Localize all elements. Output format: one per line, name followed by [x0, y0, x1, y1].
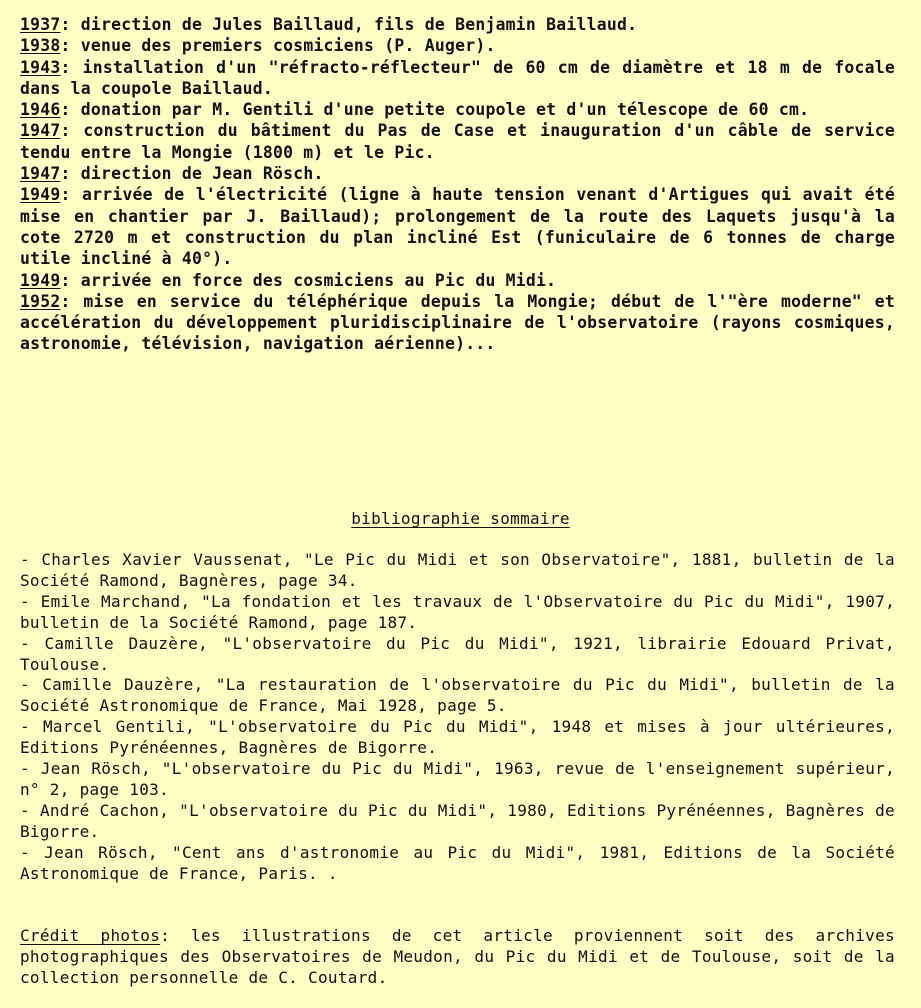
credits-label: Crédit photos: [20, 926, 161, 945]
entry-separator: :: [60, 270, 71, 290]
bibliography-item: - Marcel Gentili, "L'observatoire du Pic du Midi", 1948 et mises à jour ultérieures, Editions Pyrénéennes, Bagnères de Bigorre.: [20, 717, 895, 758]
bibliography-heading: [0, 509, 921, 529]
entry-separator: :: [60, 291, 71, 311]
bibliography-item: - Camille Dauzère, "La restauration de l'observatoire du Pic du Midi", bulletin de la Société Astronomique de France, Mai 1928, page 5.: [20, 675, 895, 716]
entry-text: venue des premiers cosmiciens (P. Auger).: [70, 36, 496, 56]
bibliography-item: - Jean Rösch, "L'observatoire du Pic du Midi", 1963, revue de l'enseignement supérieur, n° 2, page 103.: [20, 759, 895, 799]
chronology-entry: [20, 291, 895, 355]
bibliography-list: [20, 550, 895, 885]
chronology-entry: [20, 35, 895, 56]
bibliography-item: - Emile Marchand, "La fondation et les travaux de l'Observatoire du Pic du Midi", 1907, bulletin de la Société Ramond, page 187.: [20, 591, 895, 632]
chronology-entry: [20, 184, 895, 269]
chronology-section: [20, 14, 895, 355]
credits-separator: :: [160, 926, 171, 945]
entry-year: 1952: [20, 291, 61, 311]
chronology-entry: [20, 270, 895, 291]
entry-separator: :: [60, 185, 71, 205]
chronology-entry: [20, 163, 895, 184]
photo-credits: [20, 926, 895, 989]
entry-separator: :: [60, 15, 71, 34]
entry-separator: :: [60, 100, 71, 120]
entry-year: 1947: [20, 121, 61, 141]
entry-year: 1947: [20, 164, 61, 184]
entry-year: 1938: [20, 36, 61, 56]
entry-text: installation d'un "réfracto-réflecteur" de 60 cm de diamètre et 18 m de focale dans la coupole Baillaud.: [20, 57, 895, 98]
bibliography-item: - Jean Rösch, "Cent ans d'astronomie au Pic du Midi", 1981, Editions de la Société Astronomique de France, Paris. .: [20, 842, 895, 883]
bibliography-title: bibliographie sommaire: [351, 509, 570, 528]
entry-separator: :: [60, 57, 71, 77]
entry-text: direction de Jules Baillaud, fils de Benjamin Baillaud.: [70, 15, 638, 34]
entry-separator: :: [60, 121, 71, 141]
entry-text: direction de Jean Rösch.: [70, 164, 324, 184]
chronology-entry: [20, 14, 895, 35]
bibliography-item: - André Cachon, "L'observatoire du Pic du Midi", 1980, Editions Pyrénéennes, Bagnères de Bigorre.: [20, 800, 895, 841]
entry-year: 1937: [20, 15, 61, 34]
credits-text: les illustrations de cet article proviennent soit des archives photographiques des Observatoires de Meudon, du Pic du Midi et de Toulouse, soit de la collection personnelle de C. Coutard.: [20, 926, 895, 987]
chronology-entry: [20, 99, 895, 120]
entry-text: arrivée de l'électricité (ligne à haute tension venant d'Artigues qui avait été mise en chantier par J. Baillaud); prolongement de la route des Laquets jusqu'à la cote 2720 m et construction du plan incliné Est (funiculaire de 6 tonnes de charge utile incliné à 40°).: [20, 185, 895, 269]
entry-year: 1943: [20, 57, 61, 77]
chronology-entry: [20, 120, 895, 163]
entry-separator: :: [60, 164, 71, 184]
entry-separator: :: [60, 36, 71, 56]
bibliography-item: - Charles Xavier Vaussenat, "Le Pic du Midi et son Observatoire", 1881, bulletin de la Société Ramond, Bagnères, page 34.: [20, 550, 895, 590]
entry-year: 1949: [20, 185, 61, 205]
entry-text: donation par M. Gentili d'une petite coupole et d'un télescope de 60 cm.: [70, 100, 810, 120]
entry-year: 1946: [20, 100, 61, 120]
entry-text: construction du bâtiment du Pas de Case et inauguration d'un câble de service tendu entre la Mongie (1800 m) et le Pic.: [20, 121, 895, 162]
entry-year: 1949: [20, 270, 61, 290]
entry-text: mise en service du téléphérique depuis la Mongie; début de l'"ère moderne" et accélération du développement pluridisciplinaire de l'observatoire (rayons cosmiques, astronomie, télévision, navigation aérienne)...: [20, 291, 895, 354]
bibliography-item: - Camille Dauzère, "L'observatoire du Pic du Midi", 1921, librairie Edouard Privat, Toulouse.: [20, 633, 895, 674]
entry-text: arrivée en force des cosmiciens au Pic du Midi.: [70, 270, 557, 290]
chronology-entry: [20, 57, 895, 100]
